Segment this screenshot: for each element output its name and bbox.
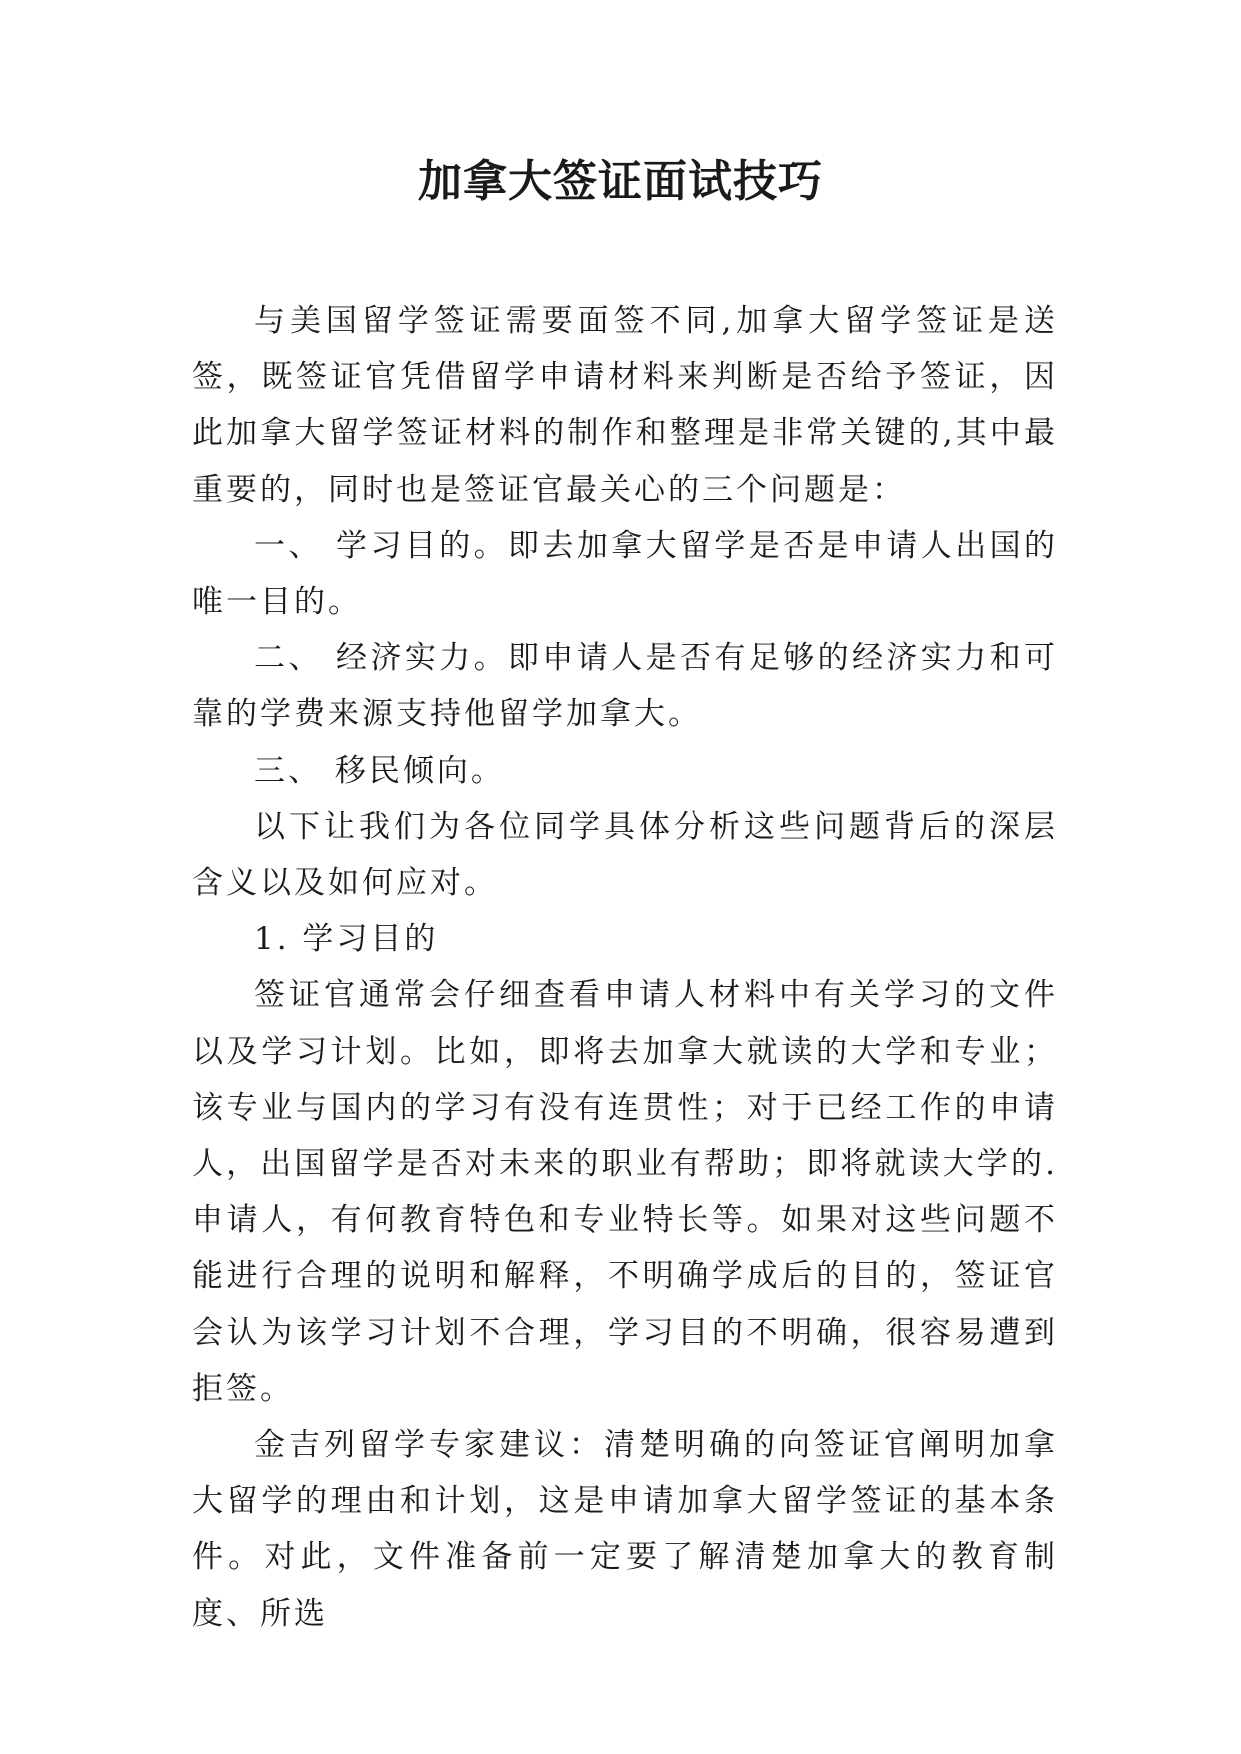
paragraph-point-two: 二、 经济实力。即申请人是否有足够的经济实力和可靠的学费来源支持他留学加拿大。 <box>192 640 1058 733</box>
paragraph-point-one: 一、 学习目的。即去加拿大留学是否是申请人出国的唯一目的。 <box>192 527 1058 621</box>
document-title: 加拿大签证面试技巧 <box>418 156 823 207</box>
paragraph-study-purpose: 签证官通常会仔细查看申请人材料中有关学习的文件以及学习计划。比如，即将去加拿大就读的大学和专业；该专业与国内的学习有没有连贯性；对于已经工作的申请人，出国留学是否对未来的职业有帮助；即将就读大学的.申请人，有何教育特色和专业特长等。如果对这些问题不能进行合理的说明和解释，不明确学成后的目的，签证官会认为该学习计划不合理，学习目的不明确，很容易遭到拒签。 <box>192 977 1058 1407</box>
section-heading-study-purpose: 1. 学习目的 <box>254 921 439 958</box>
paragraph-point-three: 三、 移民倾向。 <box>254 752 505 789</box>
paragraph-intro: 与美国留学签证需要面签不同,加拿大留学签证是送签，既签证官凭借留学申请材料来判断是否给予签证，因此加拿大留学签证材料的制作和整理是非常关键的,其中最重要的，同时也是签证官最关心的三个问题是： <box>192 303 1058 508</box>
paragraph-expert-advice: 金吉列留学专家建议：清楚明确的向签证官阐明加拿大留学的理由和计划，这是申请加拿大留学签证的基本条件。对此，文件准备前一定要了解清楚加拿大的教育制度、所选 <box>192 1427 1058 1632</box>
document-body <box>192 293 1058 1642</box>
paragraph-transition: 以下让我们为各位同学具体分析这些问题背后的深层含义以及如何应对。 <box>192 808 1058 902</box>
